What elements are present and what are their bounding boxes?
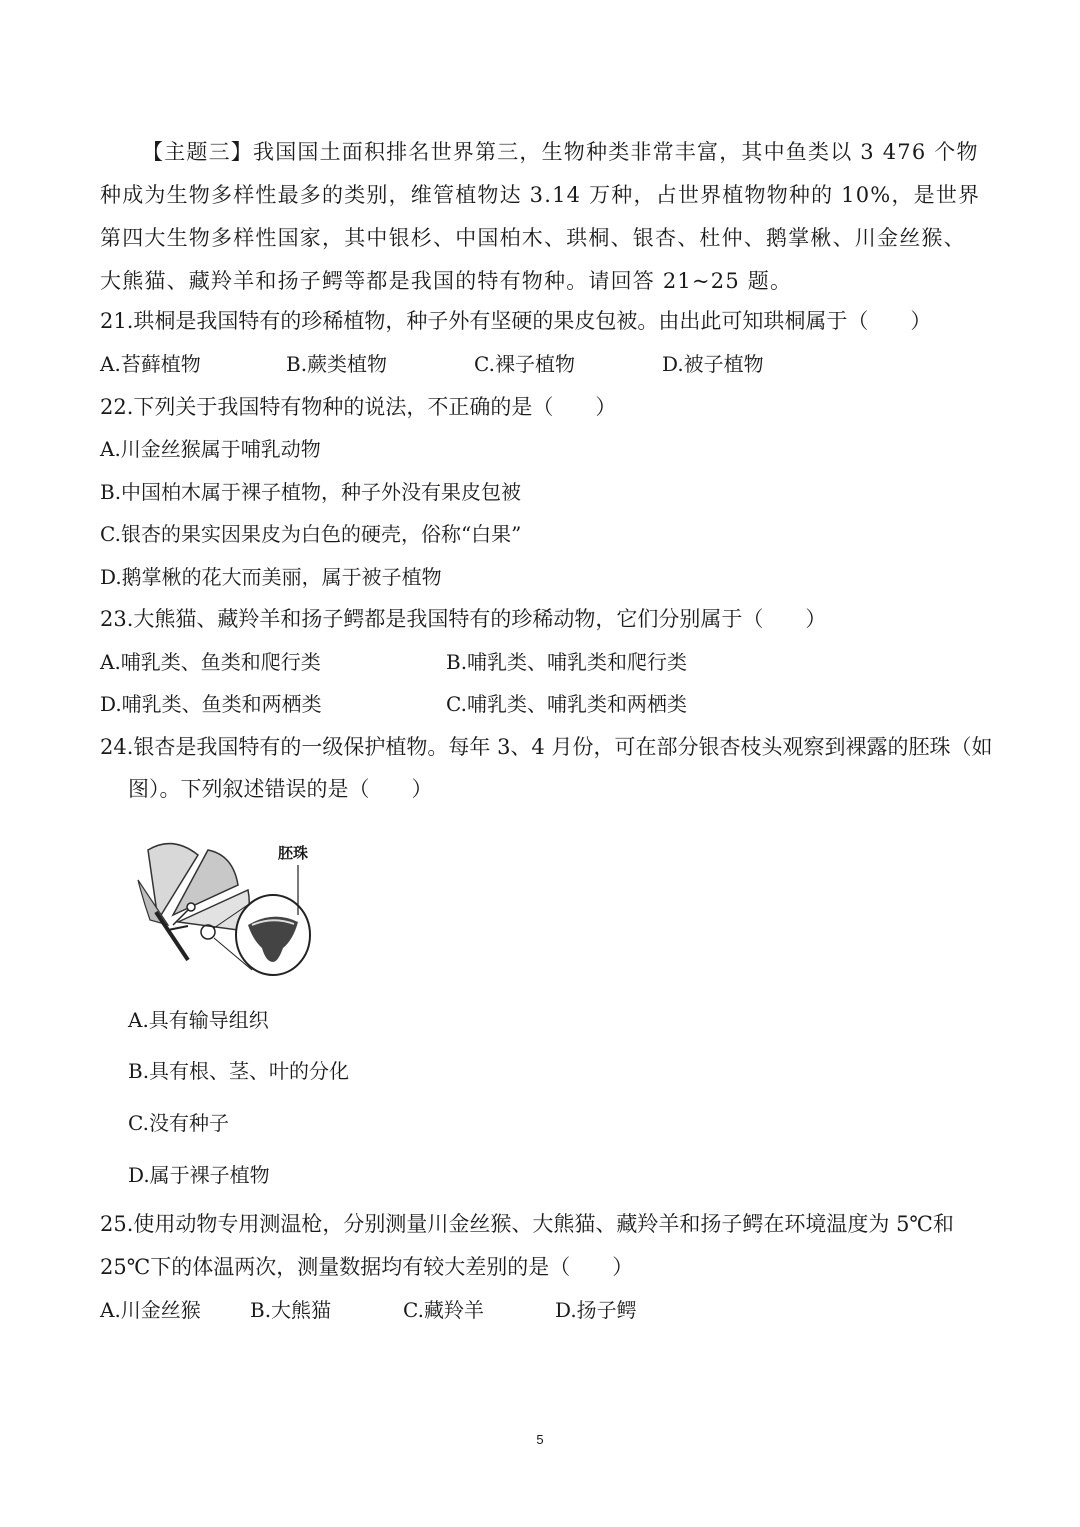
ginkgo-ovule-figure <box>128 830 348 980</box>
q23-option-d: D.哺乳类、鱼类和两栖类 <box>100 692 322 716</box>
ovule-label: 胚珠 <box>278 845 309 862</box>
q23-option-b: B.哺乳类、哺乳类和爬行类 <box>446 650 688 674</box>
q24-option-a: A.具有输导组织 <box>128 1008 269 1032</box>
q25-option-d: D.扬子鳄 <box>555 1298 637 1322</box>
q24-option-c: C.没有种子 <box>128 1111 229 1135</box>
q22-option-b: B.中国柏木属于裸子植物，种子外没有果皮包被 <box>100 480 522 504</box>
q21-option-b: B.蕨类植物 <box>286 352 388 376</box>
ginkgo-branch-illustration <box>128 830 348 980</box>
question-25-stem-line1: 25.使用动物专用测温枪，分别测量川金丝猴、大熊猫、藏羚羊和扬子鳄在环境温度为 5℃和 <box>100 1212 954 1236</box>
question-24-stem-line1: 24.银杏是我国特有的一级保护植物。每年 3、4 月份，可在部分银杏枝头观察到裸露的胚珠（如 <box>100 735 993 759</box>
q22-option-c: C.银杏的果实因果皮为白色的硬壳，俗称“白果” <box>100 522 522 546</box>
q25-option-c: C.藏羚羊 <box>403 1298 484 1322</box>
q24-option-b: B.具有根、茎、叶的分化 <box>128 1059 350 1083</box>
q23-option-a: A.哺乳类、鱼类和爬行类 <box>100 650 321 674</box>
q21-option-a: A.苔藓植物 <box>100 352 201 376</box>
q23-option-c: C.哺乳类、哺乳类和两栖类 <box>446 692 687 716</box>
question-25-stem-line2: 25℃下的体温两次，测量数据均有较大差别的是（ ） <box>100 1255 634 1279</box>
question-22-stem: 22.下列关于我国特有物种的说法，不正确的是（ ） <box>100 395 617 419</box>
intro-paragraph: 【主题三】我国国土面积排名世界第三，生物种类非常丰富，其中鱼类以 3 476 个物种成为生物多样性最多的类别，维管植物达 3.14 万种，占世界植物物种的 10%，是世界第四大生物多样性国家，其中银杉、中国柏木、珙桐、银杏、杜仲、鹅掌楸、川金丝猴、大熊猫、藏羚羊和扬子鳄等都是我国的特有物种。请回答 21~25 题。 <box>100 140 981 293</box>
q25-option-a: A.川金丝猴 <box>100 1298 201 1322</box>
question-24-stem-line2: 图）。下列叙述错误的是（ ） <box>128 777 433 801</box>
q21-option-c: C.裸子植物 <box>474 352 575 376</box>
q22-option-d: D.鹅掌楸的花大而美丽，属于被子植物 <box>100 565 442 589</box>
question-21-stem: 21.珙桐是我国特有的珍稀植物，种子外有坚硬的果皮包被。由出此可知珙桐属于（ ） <box>100 309 932 333</box>
q25-option-b: B.大熊猫 <box>250 1298 332 1322</box>
page-number: 5 <box>536 1432 544 1447</box>
q22-option-a: A.川金丝猴属于哺乳动物 <box>100 437 321 461</box>
question-23-stem: 23.大熊猫、藏羚羊和扬子鳄都是我国特有的珍稀动物，它们分别属于（ ） <box>100 607 827 631</box>
q21-option-d: D.被子植物 <box>662 352 764 376</box>
q24-option-d: D.属于裸子植物 <box>128 1163 270 1187</box>
